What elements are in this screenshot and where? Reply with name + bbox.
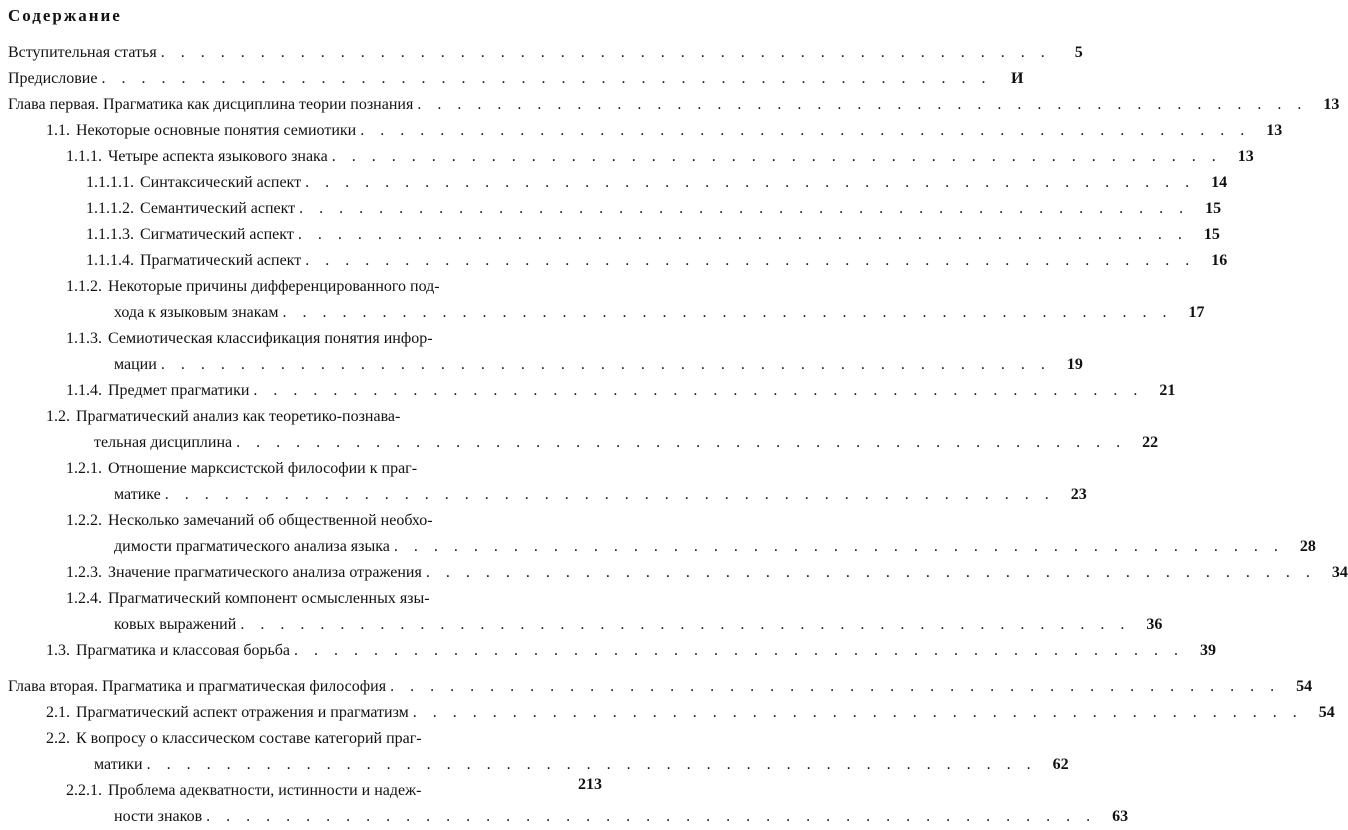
- toc-entry-page: 13: [1237, 148, 1254, 165]
- toc-entry-line: [8, 674, 1313, 700]
- toc-entry-page: 5: [1074, 44, 1083, 61]
- toc-entry-line: [66, 378, 1176, 404]
- toc-entry-title-cont: матики: [94, 756, 143, 773]
- dot-leader: [390, 674, 1280, 700]
- toc-entry-line: [86, 170, 1228, 196]
- toc-entry-number: 1.1.1.4.: [86, 252, 134, 269]
- toc-entry: [0, 508, 1316, 560]
- toc-entry-continuation: [46, 430, 1159, 456]
- toc-entry-page: 13: [1266, 122, 1283, 139]
- dot-leader: [101, 66, 991, 92]
- toc-entry-line: [66, 326, 620, 352]
- toc-entry: [0, 248, 1228, 274]
- toc-entry: [0, 726, 1069, 778]
- toc-entry-number: 1.2.2.: [66, 512, 102, 529]
- dot-leader: [299, 196, 1189, 222]
- toc-entry-title: Семантический аспект: [140, 200, 296, 217]
- toc-entry-continuation: [66, 804, 1129, 830]
- toc-entry-title: Прагматический аспект: [140, 252, 302, 269]
- toc-entry-page: 63: [1112, 808, 1129, 825]
- dot-leader: [161, 352, 1051, 378]
- toc-entry: [0, 66, 1024, 92]
- toc-entry-page: 36: [1146, 616, 1163, 633]
- toc-entry-number: 1.1.1.1.: [86, 174, 134, 191]
- toc-entry-line: [66, 456, 620, 482]
- toc-entry-title: Прагматический аспект отражения и прагматизм: [76, 704, 409, 721]
- toc-entry-line: [66, 778, 620, 804]
- toc-entry-number: 1.1.: [46, 122, 70, 139]
- page-number: 213: [578, 776, 602, 793]
- toc-entry: [0, 638, 1217, 664]
- table-of-contents: [0, 40, 1348, 830]
- toc-entry-title-cont: ности знаков: [114, 808, 203, 825]
- toc-entry-title: Прагматика и классовая борьба: [76, 642, 291, 659]
- toc-entry: [0, 586, 1163, 638]
- toc-entry-page: 14: [1211, 174, 1228, 191]
- dot-leader: [360, 118, 1250, 144]
- toc-entry-title-cont: ковых выражений: [114, 616, 237, 633]
- dot-leader: [294, 638, 1184, 664]
- toc-entry-title: Синтаксический аспект: [140, 174, 302, 191]
- toc-entry-page: 17: [1188, 304, 1205, 321]
- toc-entry-line: [66, 274, 620, 300]
- toc-entry: [0, 118, 1283, 144]
- toc-entry: [0, 274, 1205, 326]
- toc-entry-number: 1.2.4.: [66, 590, 102, 607]
- toc-entry-title: Некоторые основные понятия семиотики: [76, 122, 357, 139]
- toc-entry-line: [66, 560, 1348, 586]
- toc-entry-page: 54: [1296, 678, 1313, 695]
- page-title: Содержание: [8, 6, 122, 25]
- toc-entry-line: [86, 196, 1222, 222]
- toc-entry-title: К вопросу о классическом составе категорий праг-: [76, 730, 422, 747]
- toc-entry-line: [46, 638, 1217, 664]
- toc-entry: [0, 778, 1129, 830]
- toc-entry-number: 1.2.: [46, 408, 70, 425]
- dot-leader: [332, 144, 1222, 170]
- toc-entry-title: Проблема адекватности, истинности и надеж-: [108, 782, 422, 799]
- toc-entry-title: Предисловие: [8, 70, 98, 87]
- toc-entry-continuation: [66, 300, 1205, 326]
- toc-entry-line: [86, 248, 1228, 274]
- toc-entry-title: Значение прагматического анализа отражения: [108, 564, 422, 581]
- toc-entry-page: И: [1011, 70, 1024, 87]
- toc-entry: [0, 378, 1176, 404]
- toc-entry-page: 54: [1318, 704, 1335, 721]
- dot-leader: [240, 612, 1130, 638]
- toc-entry-page: 15: [1203, 226, 1220, 243]
- toc-entry-title: Семиотическая классификация понятия инфор-: [108, 330, 433, 347]
- dot-leader: [206, 804, 1096, 830]
- toc-entry-number: 1.2.1.: [66, 460, 102, 477]
- toc-entry: [0, 404, 1159, 456]
- toc-entry-line: [66, 144, 1254, 170]
- toc-entry-page: 21: [1159, 382, 1176, 399]
- toc-entry-continuation: [66, 612, 1163, 638]
- toc-entry-line: [46, 404, 620, 430]
- toc-entry-title: Вступительная статья: [8, 44, 157, 61]
- dot-leader: [413, 700, 1303, 726]
- toc-entry-number: 1.1.1.: [66, 148, 102, 165]
- toc-entry-continuation: [66, 534, 1316, 560]
- toc-entry-number: 2.2.1.: [66, 782, 102, 799]
- toc-entry-title-cont: матике: [114, 486, 161, 503]
- toc-entry-page: 13: [1323, 96, 1340, 113]
- toc-entry-title: Глава вторая. Прагматика и прагматическая философия: [8, 678, 387, 695]
- toc-entry-number: 1.2.3.: [66, 564, 102, 581]
- toc-entry-line: [86, 222, 1220, 248]
- toc-entry: [0, 326, 1083, 378]
- toc-entry-page: 39: [1200, 642, 1217, 659]
- toc-entry-title: Глава первая. Прагматика как дисциплина теории познания: [8, 96, 414, 113]
- toc-entry: [0, 222, 1220, 248]
- toc-entry-line: [46, 726, 620, 752]
- toc-entry: [0, 144, 1254, 170]
- toc-entry-number: 2.1.: [46, 704, 70, 721]
- toc-entry-page: 62: [1052, 756, 1069, 773]
- toc-entry-line: [8, 92, 1340, 118]
- toc-entry-page: 23: [1070, 486, 1087, 503]
- toc-entry-number: 1.1.1.2.: [86, 200, 134, 217]
- toc-entry-title-cont: хода к языковым знакам: [114, 304, 279, 321]
- toc-entry-page: 22: [1142, 434, 1159, 451]
- toc-entry-line: [66, 586, 620, 612]
- dot-leader: [298, 222, 1188, 248]
- toc-entry-title: Прагматический компонент осмысленных язы-: [108, 590, 430, 607]
- dot-leader: [417, 92, 1307, 118]
- toc-entry: [0, 92, 1340, 118]
- toc-entry-line: [66, 508, 620, 534]
- dot-leader: [236, 430, 1126, 456]
- toc-entry-title: Предмет прагматики: [108, 382, 250, 399]
- toc-entry-title: Прагматический анализ как теоретико-познава-: [76, 408, 401, 425]
- toc-entry-number: 1.1.3.: [66, 330, 102, 347]
- toc-entry: [0, 196, 1222, 222]
- toc-entry-continuation: [46, 752, 1069, 778]
- toc-entry-title: Несколько замечаний об общественной необхо-: [108, 512, 433, 529]
- toc-entry-line: [8, 40, 1083, 66]
- toc-entry-page: 34: [1331, 564, 1348, 581]
- toc-entry-page: 16: [1211, 252, 1228, 269]
- dot-leader: [305, 248, 1195, 274]
- toc-entry-title: Отношение марксистской философии к праг-: [108, 460, 418, 477]
- toc-entry-number: 1.1.2.: [66, 278, 102, 295]
- toc-entry: [0, 674, 1313, 700]
- toc-entry-number: 1.3.: [46, 642, 70, 659]
- toc-entry-continuation: [66, 352, 1083, 378]
- toc-entry-page: 28: [1299, 538, 1316, 555]
- toc-entry-line: [46, 118, 1283, 144]
- toc-entry-page: 15: [1205, 200, 1222, 217]
- toc-entry-continuation: [66, 482, 1087, 508]
- toc-entry-number: 1.1.4.: [66, 382, 102, 399]
- toc-entry: [0, 560, 1348, 586]
- toc-entry: [0, 700, 1335, 726]
- dot-leader: [283, 300, 1173, 326]
- toc-entry-title-cont: тельная дисциплина: [94, 434, 233, 451]
- toc-entry-line: [46, 700, 1335, 726]
- toc-entry-title: Четыре аспекта языкового знака: [108, 148, 328, 165]
- dot-leader: [165, 482, 1055, 508]
- toc-entry-title-cont: димости прагматического анализа языка: [114, 538, 390, 555]
- section-gap: [0, 664, 620, 674]
- toc-entry: [0, 456, 1087, 508]
- toc-entry-line: [8, 66, 1024, 92]
- dot-leader: [253, 378, 1143, 404]
- toc-entry-number: 2.2.: [46, 730, 70, 747]
- toc-entry: [0, 170, 1228, 196]
- dot-leader: [394, 534, 1284, 560]
- dot-leader: [147, 752, 1037, 778]
- toc-entry-page: 19: [1066, 356, 1083, 373]
- toc-entry-title-cont: мации: [114, 356, 157, 373]
- dot-leader: [305, 170, 1195, 196]
- toc-entry-title: Некоторые причины дифференцированного под-: [108, 278, 440, 295]
- toc-entry-title: Сигматический аспект: [140, 226, 294, 243]
- dot-leader: [161, 40, 1051, 66]
- toc-entry-number: 1.1.1.3.: [86, 226, 134, 243]
- dot-leader: [426, 560, 1316, 586]
- toc-entry: [0, 40, 1083, 66]
